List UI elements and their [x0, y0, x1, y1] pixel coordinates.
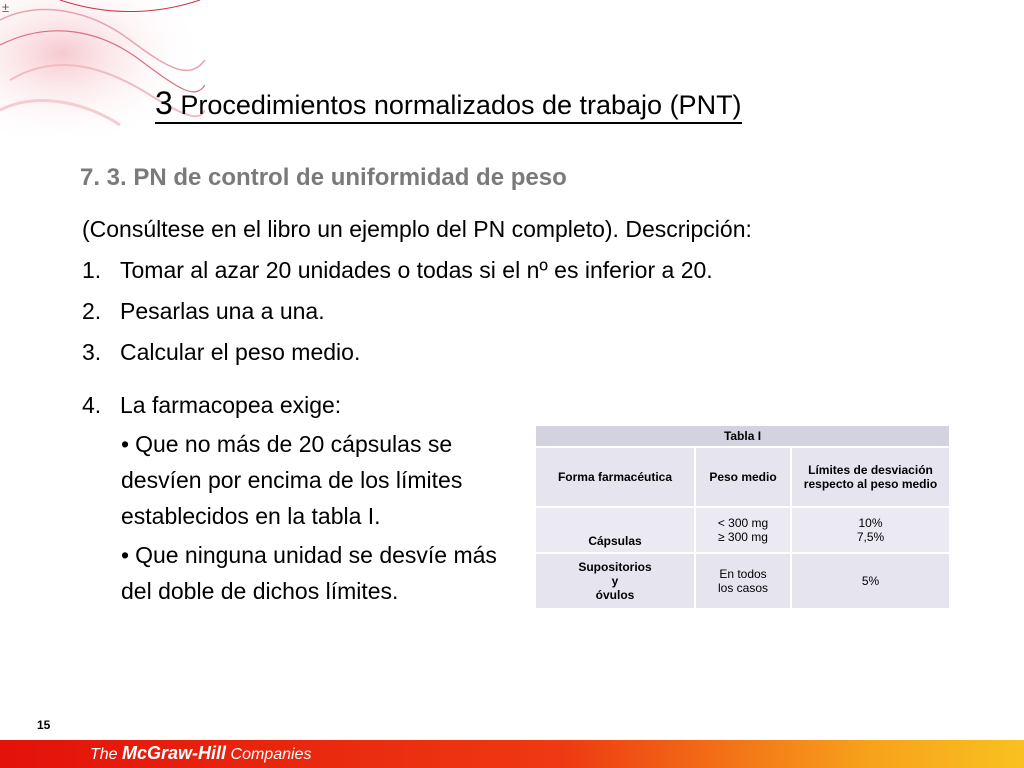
step-number: 1. — [82, 257, 102, 283]
step-number: 3. — [82, 339, 102, 365]
table-header-form: Forma farmacéutica — [535, 447, 695, 507]
page-number: 15 — [37, 718, 51, 732]
bullet-item — [121, 426, 511, 534]
table-header-weight: Peso medio — [695, 447, 791, 507]
section-subtitle: 7. 3. PN de control de uniformidad de peso — [80, 164, 567, 191]
step-item — [82, 339, 360, 366]
table-caption: Tabla I — [535, 425, 950, 447]
brand-name: McGraw-Hill — [122, 743, 227, 763]
step-text: Calcular el peso medio. — [120, 339, 361, 365]
slide-title — [155, 87, 742, 124]
publisher-logo — [90, 743, 311, 764]
table-cell-weight: < 300 mg ≥ 300 mg — [695, 507, 791, 553]
table-cell-form: Supositorios y óvulos — [535, 553, 695, 609]
section-number: 3 — [155, 85, 173, 121]
step-item — [82, 257, 713, 284]
brand-suffix: Companies — [230, 746, 312, 763]
bullet-dot-icon: • — [121, 542, 130, 568]
bullet-text: Que no más de 20 cápsulas se desvíen por encima de los límites establecidos en la tabla I. — [121, 431, 463, 529]
step-item — [82, 298, 325, 325]
step-number: 4. — [82, 392, 102, 418]
bullet-dot-icon: • — [121, 431, 130, 457]
table-cell-form: Cápsulas — [535, 507, 695, 553]
title-text: Procedimientos normalizados de trabajo (PNT) — [180, 90, 742, 120]
table-header-limits: Límites de desviación respecto al peso medio — [791, 447, 950, 507]
table-row — [535, 507, 950, 553]
bullet-item — [121, 537, 511, 609]
bullet-text: Que ninguna unidad se desvíe más del doble de dichos límites. — [121, 542, 497, 604]
brand-prefix: The — [90, 746, 118, 763]
table-cell-limit: 5% — [791, 553, 950, 609]
table-cell-limit: 10% 7,5% — [791, 507, 950, 553]
footer-bar — [0, 740, 1024, 768]
intro-text: (Consúltese en el libro un ejemplo del PN completo). Descripción: — [82, 216, 752, 242]
step-number: 2. — [82, 298, 102, 324]
step-text: Tomar al azar 20 unidades o todas si el nº es inferior a 20. — [120, 257, 713, 283]
table-row — [535, 553, 950, 609]
step-text: Pesarlas una a una. — [120, 298, 325, 324]
deviation-limits-table — [534, 424, 951, 610]
table-cell-weight: En todos los casos — [695, 553, 791, 609]
step-text: La farmacopea exige: — [120, 392, 342, 418]
step-item — [82, 392, 341, 419]
